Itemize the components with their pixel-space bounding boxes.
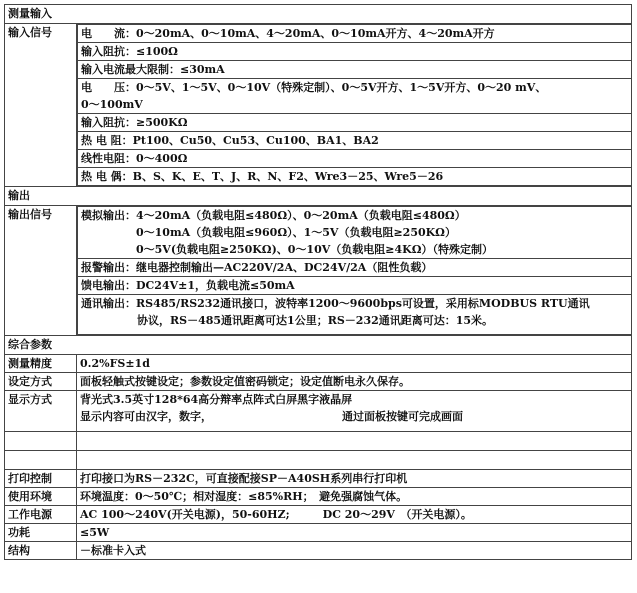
display-label: 显示方式 — [5, 391, 77, 432]
input-rtd: 热 电 阻：Pt100、Cu50、Cu53、Cu100、BA1、BA2 — [78, 132, 632, 150]
spec-table — [4, 4, 632, 560]
print-value: 打印接口为RS－232C，可直接配接SP－A40SH系列串行打印机 — [77, 470, 632, 488]
section-title-input: 测量输入 — [5, 5, 632, 24]
environment-label: 使用环境 — [5, 488, 77, 506]
output-feed: 馈电输出：DC24V±1，负载电流≤50mA — [78, 277, 632, 295]
section-title-output: 输出 — [5, 187, 632, 206]
accuracy-value: 0.2%FS±1d — [77, 355, 632, 373]
display-value: 背光式3.5英寸128*64高分辩率点阵式白屏黑字液晶屏 显示内容可由汉字，数字， 通过面板按键可完成画面 — [77, 391, 632, 432]
output-signal-details — [77, 206, 632, 336]
input-linear-resistance: 线性电阻：0～400Ω — [78, 150, 632, 168]
spec-sheet — [4, 4, 632, 589]
input-voltage-impedance: 输入阻抗：≥500KΩ — [78, 114, 632, 132]
output-rows — [77, 206, 632, 335]
input-current: 电 流：0～20mA、0～10mA、4～20mA、0～10mA开方、4～20mA开方 — [78, 25, 632, 43]
input-voltage: 电 压：0～5V、1～5V、0～10V（特殊定制）、0～5V开方、1～5V开方、0～20 mV、 0～100mV — [78, 79, 632, 114]
output-signal-label: 输出信号 — [5, 206, 77, 336]
input-current-impedance: 输入阻抗：≤100Ω — [78, 43, 632, 61]
print-label: 打印控制 — [5, 470, 77, 488]
output-alarm: 报警输出：继电器控制输出—AC220V/2A、DC24V/2A（阻性负载） — [78, 259, 632, 277]
environment-value: 环境温度：0～50℃；相对湿度：≤85%RH； 避免强腐蚀气体。 — [77, 488, 632, 506]
output-communication: 通讯输出：RS485/RS232通讯接口，波特率1200～9600bps可设置，采用标MODBUS RTU通讯 协议，RS－485通讯距离可达1公里；RS－232通讯距离可达：15米。 — [78, 295, 632, 335]
setting-value: 面板轻触式按键设定；参数设定值密码锁定；设定值断电永久保存。 — [77, 373, 632, 391]
input-current-limit: 输入电流最大限制：≤30mA — [78, 61, 632, 79]
input-rows — [77, 24, 632, 186]
empty-label-1 — [5, 432, 77, 451]
power-label: 工作电源 — [5, 506, 77, 524]
input-thermocouple: 热 电 偶：B、S、K、E、T、J、R、N、F2、Wre3－25、Wre5－26 — [78, 168, 632, 186]
empty-label-2 — [5, 451, 77, 470]
section-title-general: 综合参数 — [5, 336, 632, 355]
accuracy-label: 测量精度 — [5, 355, 77, 373]
empty-cell-1 — [77, 432, 632, 451]
structure-label: 结构 — [5, 542, 77, 560]
consumption-value: ≤5W — [77, 524, 632, 542]
structure-value: －标准卡入式 — [77, 542, 632, 560]
input-signal-details — [77, 24, 632, 187]
input-signal-label: 输入信号 — [5, 24, 77, 187]
output-analog: 模拟输出：4～20mA（负载电阻≤480Ω）、0～20mA（负载电阻≤480Ω） 0～10mA（负载电阻≤960Ω）、1～5V（负载电阻≥250KΩ） 0～5V(负载电阻≥250KΩ)、0～10V（负载电阻≥4KΩ）（特殊定制） — [78, 207, 632, 259]
setting-label: 设定方式 — [5, 373, 77, 391]
consumption-label: 功耗 — [5, 524, 77, 542]
empty-cell-2 — [77, 451, 632, 470]
power-value: AC 100～240V(开关电源)，50-60HZ; DC 20～29V （开关电源）。 — [77, 506, 632, 524]
